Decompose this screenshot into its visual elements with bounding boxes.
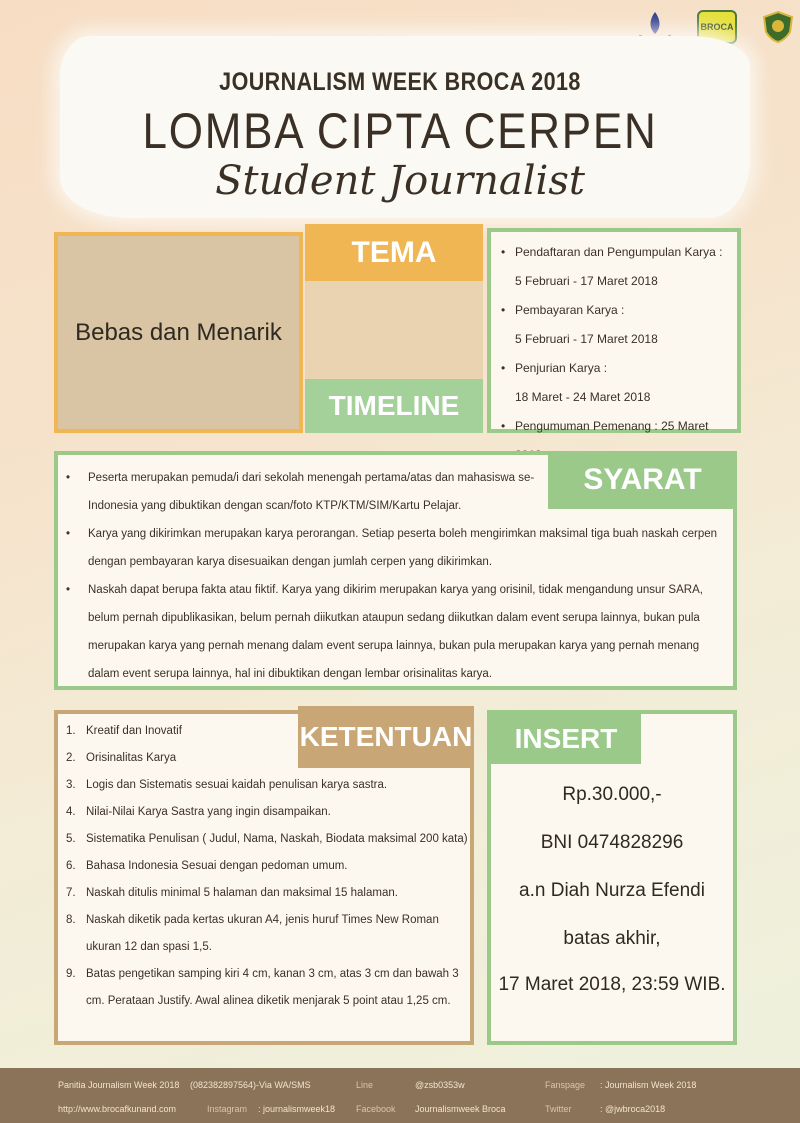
ketentuan-item: 9. Batas pengetikan samping kiri 4 cm, kanan 3 cm, atas 3 cm dan bawah 3 cm. Perataan Justify. Awal alinea diketik menjarak 5 point atau 1,25 cm. (66, 968, 459, 1007)
footer-facebook-label: Facebook (356, 1104, 396, 1114)
timeline-item-title: • Pendaftaran dan Pengumpulan Karya : (501, 238, 729, 267)
ketentuan-item: 4. Nilai-Nilai Karya Sastra yang ingin disampaikan. (66, 806, 331, 818)
ketentuan-list (66, 718, 471, 1015)
syarat-item: • Karya yang dikirimkan merupakan karya perorangan. Setiap peserta boleh mengirimkan maksimal tiga buah naskah cerpen dengan pembayaran karya disesuaikan dengan jumlah cerpen yang dikirimkan. (62, 520, 722, 576)
timeline-label: TIMELINE (305, 379, 483, 433)
footer-phone: (082382897564)-Via WA/SMS (190, 1080, 311, 1090)
timeline-item-title: • Penjurian Karya : (501, 354, 729, 383)
ketentuan-item: 6. Bahasa Indonesia Sesuai dengan pedoman umum. (66, 860, 348, 872)
ketentuan-item: 7. Naskah ditulis minimal 5 halaman dan maksimal 15 halaman. (66, 887, 398, 899)
footer-fanspage-value: : Journalism Week 2018 (600, 1080, 697, 1090)
shield-emblem-icon (758, 10, 798, 44)
footer-instagram-label: Instagram (207, 1104, 248, 1114)
decorative-panel (305, 281, 483, 379)
ketentuan-item: 3. Logis dan Sistematis sesuai kaidah penulisan karya sastra. (66, 779, 388, 791)
timeline-item-title: • Pengumuman Pemenang : 25 Maret (501, 412, 729, 470)
syarat-item: • Peserta merupakan pemuda/i dari sekolah menengah pertama/atas dan mahasiswa se-Indonesia yang dibuktikan dengan scan/foto KTP/KTM/SIM/Kartu Pelajar. (62, 464, 722, 520)
insert-bank: BNI 0474828296 (540, 832, 684, 853)
footer-facebook-value: Journalismweek Broca (415, 1104, 506, 1114)
footer-instagram-value: : journalismweek18 (258, 1104, 336, 1114)
syarat-item: • Naskah dapat berupa fakta atau fiktif. Karya yang dikirim merupakan karya yang orisinil, tidak mengandung unsur SARA, belum pernah dipublikasikan, belum pernah diikutkan ataupun sedang diikutkan dalam event serupa lainnya, bukan pula merupakan karya yang pernah menang dalam event serupa lainnya, bukan pula merupakan karya yang pernah menang dalam event serupa lainnya, hal ini dibuktikan dengan lembar orisinalitas karya. (62, 576, 722, 688)
broca-logo: BROCA (697, 10, 737, 44)
timeline-box (487, 228, 741, 433)
insert-price: Rp.30.000,- (562, 784, 662, 805)
footer (0, 1068, 800, 1123)
insert-deadline-label: batas akhir, (563, 928, 661, 949)
timeline-item-title: • Pembayaran Karya : (501, 296, 729, 325)
page-subtitle: Student Journalist (215, 158, 585, 204)
footer-website-link[interactable]: http://www.brocafkunand.com (58, 1104, 177, 1114)
ketentuan-item: 1. Kreatif dan Inovatif (66, 725, 182, 737)
footer-twitter-label: Twitter (545, 1104, 572, 1114)
event-title: JOURNALISM WEEK BROCA 2018 (219, 68, 581, 96)
ketentuan-item: 8. Naskah diketik pada kertas ukuran A4, jenis huruf Times New Roman ukuran 12 dan spasi 1,5. (66, 914, 439, 953)
insert-account-name: a.n Diah Nurza Efendi (519, 880, 705, 901)
syarat-list (62, 464, 722, 688)
footer-committee: Panitia Journalism Week 2018 (58, 1080, 180, 1090)
timeline-item-date: 5 Februari - 17 Maret 2018 (515, 274, 658, 288)
tema-value: Bebas dan Menarik (54, 232, 303, 433)
tema-label: TEMA (305, 224, 483, 281)
insert-label: INSERT (491, 714, 641, 764)
ketentuan-item: 5. Sistematika Penulisan ( Judul, Nama, Naskah, Biodata maksimal 200 kata) (66, 833, 468, 845)
ketentuan-item: 2. Orisinalitas Karya (66, 752, 177, 764)
page-title: LOMBA CIPTA CERPEN (142, 103, 658, 159)
timeline-item-date: 5 Februari - 17 Maret 2018 (515, 332, 658, 346)
footer-twitter-value: : @jwbroca2018 (600, 1104, 666, 1114)
syarat-label: SYARAT (548, 451, 737, 509)
timeline-list (501, 238, 729, 470)
footer-line-label: Line (356, 1080, 374, 1090)
insert-deadline: 17 Maret 2018, 23:59 WIB. (498, 974, 726, 995)
timeline-item-date: 18 Maret - 24 Maret 2018 (515, 390, 651, 404)
footer-line-value: @zsb0353w (415, 1080, 465, 1090)
ketentuan-label: KETENTUAN (298, 706, 474, 768)
footer-fanspage-label: Fanspage (545, 1080, 586, 1090)
